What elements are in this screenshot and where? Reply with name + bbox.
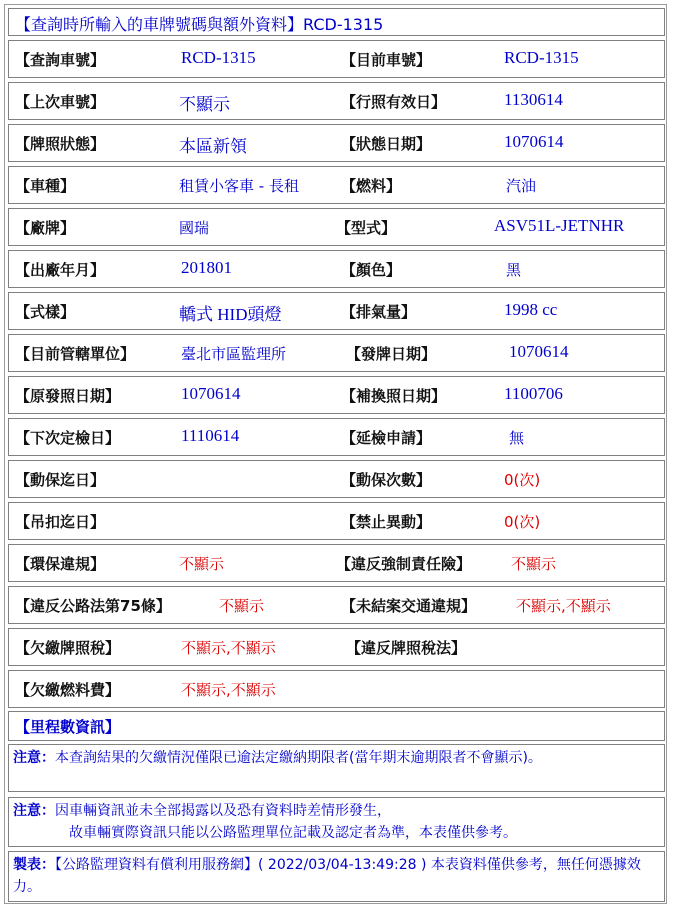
info-row bbox=[8, 628, 665, 666]
field-value: 不顯示 bbox=[219, 597, 265, 615]
field-label: 【排氣量】 bbox=[341, 303, 417, 321]
field-value: 不顯示 bbox=[179, 555, 225, 573]
field-label: 【動保迄日】 bbox=[15, 471, 106, 489]
note-source bbox=[8, 851, 665, 902]
field-value: 租賃小客車 - 長租 bbox=[179, 177, 299, 195]
info-row bbox=[8, 292, 665, 330]
note-text-line1: 因車輛資訊並未全部揭露以及恐有資料時差情形發生， bbox=[55, 803, 391, 819]
field-value: 1998 cc bbox=[504, 300, 558, 319]
field-value: RCD-1315 bbox=[181, 48, 256, 67]
field-label: 【型式】 bbox=[336, 219, 397, 237]
field-label: 【顏色】 bbox=[341, 261, 402, 279]
field-value: 1070614 bbox=[509, 342, 569, 361]
field-value: 汽油 bbox=[506, 177, 537, 195]
field-label: 【環保違規】 bbox=[15, 555, 106, 573]
field-label: 【廠牌】 bbox=[15, 219, 76, 237]
field-value: ASV51L-JETNHR bbox=[494, 216, 625, 235]
note-label: 注意： bbox=[13, 750, 55, 766]
field-value: 1130614 bbox=[504, 90, 563, 109]
field-label: 【動保次數】 bbox=[341, 471, 432, 489]
page-title: 【查詢時所輸入的車牌號碼與額外資料】RCD-1315 bbox=[15, 15, 384, 34]
field-label: 【目前管轄單位】 bbox=[15, 345, 136, 363]
info-row bbox=[8, 40, 665, 78]
source-text: 【公路監理資料有償利用服務網】( 2022/03/04-13:49:28 ) 本表資料僅供參考，無任何憑據效力。 bbox=[13, 857, 641, 895]
info-row bbox=[8, 586, 665, 624]
field-label: 【違反公路法第75條】 bbox=[15, 597, 171, 615]
info-row bbox=[8, 544, 665, 582]
field-value: 1070614 bbox=[504, 132, 564, 151]
field-value: 國瑞 bbox=[179, 219, 210, 237]
info-row bbox=[8, 250, 665, 288]
field-value: 無 bbox=[509, 429, 525, 447]
info-row bbox=[8, 82, 665, 120]
field-value: 不顯示 bbox=[511, 555, 557, 573]
field-label: 【查詢車號】 bbox=[15, 51, 106, 69]
field-label: 【出廠年月】 bbox=[15, 261, 106, 279]
field-label: 【違反牌照稅法】 bbox=[346, 639, 467, 657]
field-value: 不顯示,不顯示 bbox=[181, 639, 276, 657]
field-value: 本區新領 bbox=[179, 137, 247, 156]
note-text-line2: 故車輛實際資訊只能以公路監理單位記載及認定者為準，本表僅供參考。 bbox=[69, 825, 517, 841]
info-row bbox=[8, 376, 665, 414]
field-label: 【欠繳燃料費】 bbox=[15, 681, 121, 699]
info-row bbox=[8, 334, 665, 372]
field-label: 【牌照狀態】 bbox=[15, 135, 106, 153]
field-label: 【下次定檢日】 bbox=[15, 429, 121, 447]
field-label: 【車種】 bbox=[15, 177, 76, 195]
field-label: 【原發照日期】 bbox=[15, 387, 121, 405]
info-row bbox=[8, 166, 665, 204]
field-value: 201801 bbox=[181, 258, 232, 277]
note-disclaimer bbox=[8, 797, 665, 847]
info-row bbox=[8, 418, 665, 456]
info-row bbox=[8, 208, 665, 246]
field-label: 【欠繳牌照稅】 bbox=[15, 639, 121, 657]
source-label: 製表： bbox=[13, 857, 55, 873]
info-row bbox=[8, 124, 665, 162]
field-value: 1110614 bbox=[181, 426, 240, 445]
field-label: 【補換照日期】 bbox=[341, 387, 447, 405]
info-row bbox=[8, 502, 665, 540]
field-value: 不顯示,不顯示 bbox=[181, 681, 276, 699]
field-label: 【式樣】 bbox=[15, 303, 76, 321]
field-value: 臺北市區監理所 bbox=[181, 345, 287, 363]
field-label: 【禁止異動】 bbox=[341, 513, 432, 531]
field-value: 不顯示 bbox=[179, 95, 230, 114]
field-label: 【上次車號】 bbox=[15, 93, 106, 111]
field-label: 【狀態日期】 bbox=[341, 135, 432, 153]
field-value: 1100706 bbox=[504, 384, 563, 403]
field-value: 0(次) bbox=[504, 513, 541, 531]
info-row bbox=[8, 460, 665, 498]
field-label: 【未結案交通違規】 bbox=[341, 597, 477, 615]
field-label: 【吊扣迄日】 bbox=[15, 513, 106, 531]
field-label: 【行照有效日】 bbox=[341, 93, 447, 111]
query-title-bar bbox=[8, 8, 665, 36]
field-value: 0(次) bbox=[504, 471, 541, 489]
field-label: 【違反強制責任險】 bbox=[336, 555, 472, 573]
mileage-label: 【里程數資訊】 bbox=[15, 718, 121, 736]
info-row bbox=[8, 670, 665, 708]
field-label: 【目前車號】 bbox=[341, 51, 432, 69]
field-label: 【燃料】 bbox=[341, 177, 402, 195]
field-value: RCD-1315 bbox=[504, 48, 579, 67]
field-value: 黑 bbox=[506, 261, 522, 279]
note-overdue bbox=[8, 744, 665, 792]
field-value: 轎式 HID頭燈 bbox=[179, 305, 282, 324]
field-label: 【延檢申請】 bbox=[341, 429, 432, 447]
note-label: 注意： bbox=[13, 803, 55, 819]
field-value: 1070614 bbox=[181, 384, 241, 403]
mileage-section-header bbox=[8, 711, 665, 741]
field-label: 【發牌日期】 bbox=[346, 345, 437, 363]
field-value: 不顯示,不顯示 bbox=[516, 597, 611, 615]
note-text: 本查詢結果的欠繳情況僅限已逾法定繳納期限者(當年期末逾期限者不會顯示)。 bbox=[55, 750, 542, 766]
